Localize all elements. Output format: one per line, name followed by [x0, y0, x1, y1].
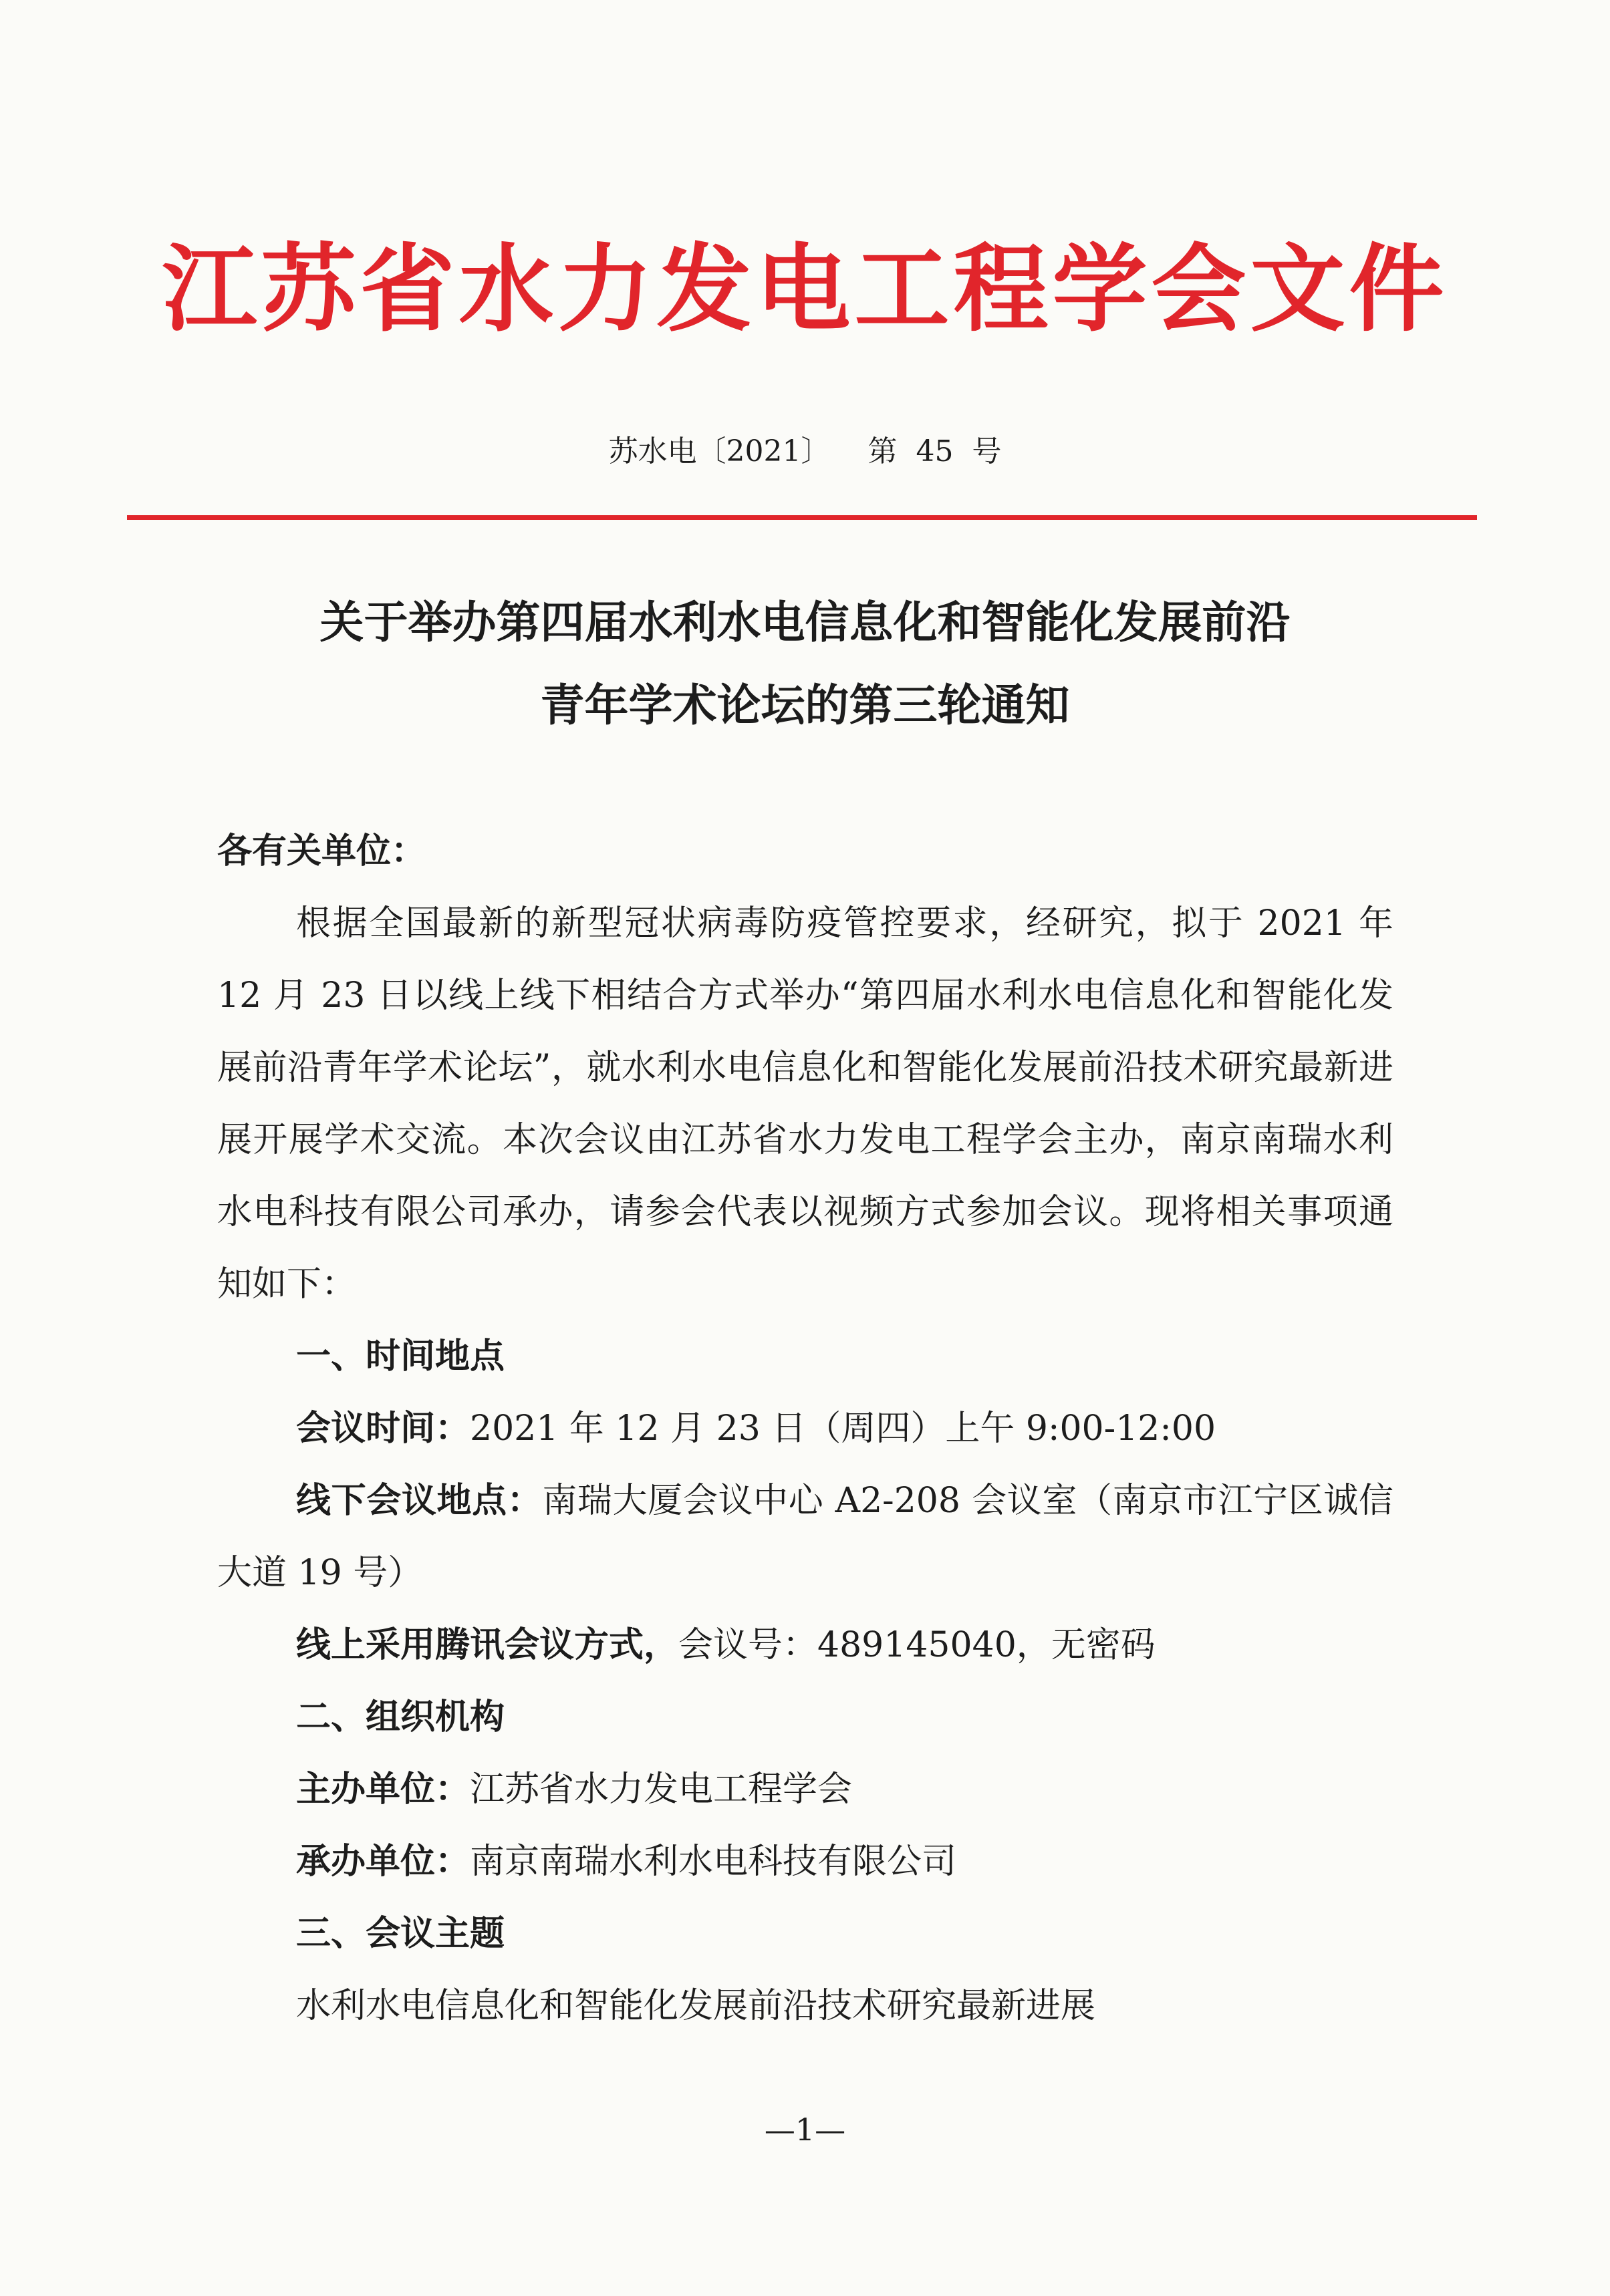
document-number: 苏水电〔2021〕 第 45 号 [608, 434, 1002, 468]
host-label: 主办单位： [296, 1769, 471, 1810]
intro-paragraph: 根据全国最新的新型冠状病毒防疫管控要求，经研究，拟于 2021 年 12 月 23 日以线上线下相结合方式举办“第四届水利水电信息化和智能化发展前沿青年学术论坛”，就水利水电信息化和智能化发展前沿技术研究最新进展开展学术交流。本次会议由江苏省水力发电工程学会主办，南京南瑞水利水电科技有限公司承办，请参会代表以视频方式参加会议。现将相关事项通知如下： [217, 903, 1393, 1304]
notice-title [0, 581, 1610, 747]
organizer-label: 承办单位： [296, 1842, 471, 1882]
section-heading-time-venue: 一、时间地点 [296, 1336, 505, 1377]
organizer-line [217, 1826, 1393, 1898]
notice-title-line-1: 关于举办第四届水利水电信息化和智能化发展前沿 [319, 597, 1291, 648]
meeting-time-label: 会议时间： [296, 1409, 471, 1449]
online-meeting-line [217, 1609, 1393, 1681]
venue-value: 南瑞大厦会议中心 A2-208 会议室（南京市江宁区诚信大道 19 号） [217, 1481, 1393, 1593]
host-line [217, 1753, 1393, 1826]
page-number: —1— [764, 2112, 846, 2148]
host-value: 江苏省水力发电工程学会 [470, 1769, 853, 1810]
online-meeting-value: 会议号：489145040，无密码 [678, 1625, 1156, 1665]
notice-title-line-2: 青年学术论坛的第三轮通知 [540, 680, 1070, 731]
salutation: 各有关单位： [217, 831, 426, 871]
issuing-org-title: 江苏省水力发电工程学会文件 [162, 234, 1448, 345]
section-heading-organization: 二、组织机构 [296, 1697, 505, 1737]
notice-body [217, 815, 1393, 2042]
venue-line [217, 1465, 1393, 1609]
red-divider-rule [127, 515, 1477, 520]
meeting-time-line [217, 1393, 1393, 1465]
organizer-value: 南京南瑞水利水电科技有限公司 [470, 1842, 957, 1882]
venue-label: 线下会议地点： [296, 1481, 543, 1521]
theme-line: 水利水电信息化和智能化发展前沿技术研究最新进展 [296, 1986, 1096, 2026]
section-heading-theme: 三、会议主题 [296, 1914, 505, 1954]
meeting-time-value: 2021 年 12 月 23 日（周四）上午 9:00-12:00 [470, 1409, 1216, 1449]
online-meeting-label: 线上采用腾讯会议方式， [296, 1625, 679, 1665]
